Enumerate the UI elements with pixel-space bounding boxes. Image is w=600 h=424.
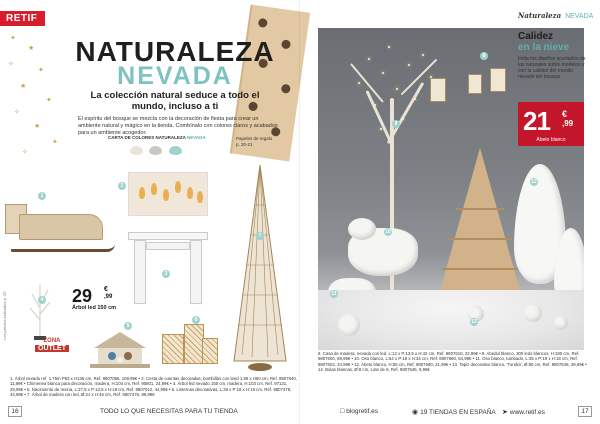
page-number-right: 17 (578, 406, 592, 417)
outlet-line2: OUTLET (35, 345, 69, 352)
calidez-title: Calidez (518, 31, 554, 42)
footer-right (300, 404, 600, 424)
white-fireplace-image (128, 232, 208, 304)
item-number-badge: 8 (480, 52, 488, 60)
wicker-lanterns-image (160, 320, 220, 368)
palette-label-accent: NEVADA (187, 135, 206, 140)
calidez-subtitle: en la nieve (518, 42, 570, 53)
palette-label (108, 135, 206, 140)
paper-page-reference: Papeles de regalo p. 20-21 (236, 136, 273, 147)
item-number-badge: 13 (471, 319, 477, 325)
brand-badge: RETIF (0, 11, 45, 26)
palette-swatch (130, 146, 143, 155)
item-number-badge: 3 (162, 270, 170, 278)
item-number-badge: 12 (531, 179, 537, 185)
led-twig-tree-image (20, 280, 60, 340)
price-currency: € (562, 109, 568, 119)
cursor-arrow-icon: ➤ (502, 409, 508, 416)
location-pin-icon: ◉ (412, 409, 419, 416)
item-number-badge: 11 (331, 291, 337, 297)
price-decimals: ,99 (562, 119, 574, 128)
calidez-body: Imita los diseños acertados de las naturales sobre modelos y con la calidez del mundo nevado del bosque. (518, 56, 586, 80)
category-accent: NEVADA (565, 13, 594, 20)
price-label-led-tree (72, 286, 116, 311)
item-number-badge: 5 (124, 322, 132, 330)
price-integer: 29 (72, 286, 93, 306)
calidez-info-box (518, 32, 590, 80)
outlet-zone-stamp (35, 338, 69, 372)
footer-stores (412, 408, 496, 416)
page-number-left: 16 (8, 406, 22, 417)
item-number-badge: 2 (118, 182, 126, 190)
intro-paragraph: El espíritu del bosque se mezcla con la decoración de fiesta para crear un ambiente natural y mágico en la tienda. Combínalo con colores claros y acabados para un ambiente acogedor. (78, 116, 278, 136)
price-integer: 21 (523, 106, 550, 136)
price-description: Abeto blanco (536, 137, 566, 143)
palette-swatch (149, 146, 162, 155)
footer-stores-text: 19 TIENDAS EN ESPAÑA (420, 409, 496, 416)
footer-web-text: www.retif.es (509, 409, 545, 416)
page-title-accent: NEVADA (117, 62, 233, 90)
footer-blog-text: blogretif.es (346, 408, 379, 415)
item-number-badge: 1 (38, 192, 46, 200)
item-number-badge: 9 (392, 120, 400, 128)
item-number-badge: 10 (385, 229, 391, 235)
item-number-badge: 6 (192, 316, 200, 324)
nativity-scene-image (90, 330, 150, 368)
footer-left (0, 404, 300, 424)
chat-bubble-icon: □ (340, 408, 345, 415)
footer-tagline: TODO LO QUE NECESITAS PARA TU TIENDA (100, 408, 238, 415)
palette-label-text: CARTA DE COLORES NATURALEZA (108, 135, 186, 140)
page-subtitle: La colección natural seduce a todo el mundo, incluso a ti (90, 90, 260, 112)
color-palette (130, 142, 184, 160)
footer-blog-link[interactable] (340, 408, 378, 415)
price-currency: € (104, 286, 108, 293)
palette-swatch (169, 146, 182, 155)
side-note: Los precios indicados p. 25 (2, 291, 7, 340)
page-title-main: NATURALEZA (75, 36, 275, 67)
price-description: Árbol led 150 cm (72, 305, 117, 311)
footer-web-link[interactable] (502, 408, 545, 416)
candle-light-box-image (128, 172, 208, 216)
item-number-badge: 7 (256, 232, 264, 240)
outlet-line1: ZONA (43, 338, 61, 344)
products-caption-left: 1. Árbol nevado ref. 1.75m P53 x H136 cm, Ref. 9807086, 109,99€ • 2. Cesta de cuentas decoradas, bombillas con leed 1,95 x H60 cm, Ref. 9807640, 11,99€ • Chimenea blanca para decoración, madera, H:104 cm, Ref. 90801, 24,99€ • 4. Árbol led nevado 150 cm, madera, H:103 cm, Ref. 97131, 29,99€ • 5. Nacimiento de resina, L:27,5 x P:13,5 x H:19 cm, Ref. 9807012, 44,99€ • 6. Linternas decorativas, L:29 x P:18 x H:19 cm, Ref. 9807478, 34,99€ • 7. Árbol de madera con led, Ø:21 x H:45 cm, Ref. 9807476, 89,99€ (10, 376, 297, 397)
category-script: Naturaleza (518, 11, 562, 20)
category-header (518, 11, 593, 20)
wooden-sled-image (5, 200, 115, 260)
wire-cone-tree-image (230, 165, 290, 375)
gold-sparkles-decoration: ✦ ★ ✧ ✦ ★ ✦ ✧ ★ ✦ ✧ (8, 35, 58, 156)
price-tag-white-fir (518, 102, 584, 146)
products-caption-right: 8. Casa de madera, nevada con led, L:12 x P:13,5 x H:42 cm, Ref. 9807610, 22,99€ • 9. Abedul blanco, 300 leds blancos, H:180 cm, Ref. 9807600, 89,99€ • 10. Oso blanco, L:54 x P:18 x H:34 cm, Ref. 9807660, 54,99€ • 11. Oso blanco, tumbado, L:35 x P:19 x H:19 cm, Ref. 9807602, 34,99€ • 12. Abeto blanco, H:55 cm, Ref. 9807690, 21,99€ • 13. Tapiz decorativo blanco, 'Tundra', Ø:80 cm, Ref. 9807648, 39,99€ • 14. Bolas blancas, Ø:8 cm, Lote de 6, Ref. 9807645, 9,99€ (318, 351, 587, 372)
page-gutter (299, 0, 300, 424)
item-number-badge: 4 (38, 296, 46, 304)
price-decimals: ,99 (104, 294, 113, 300)
